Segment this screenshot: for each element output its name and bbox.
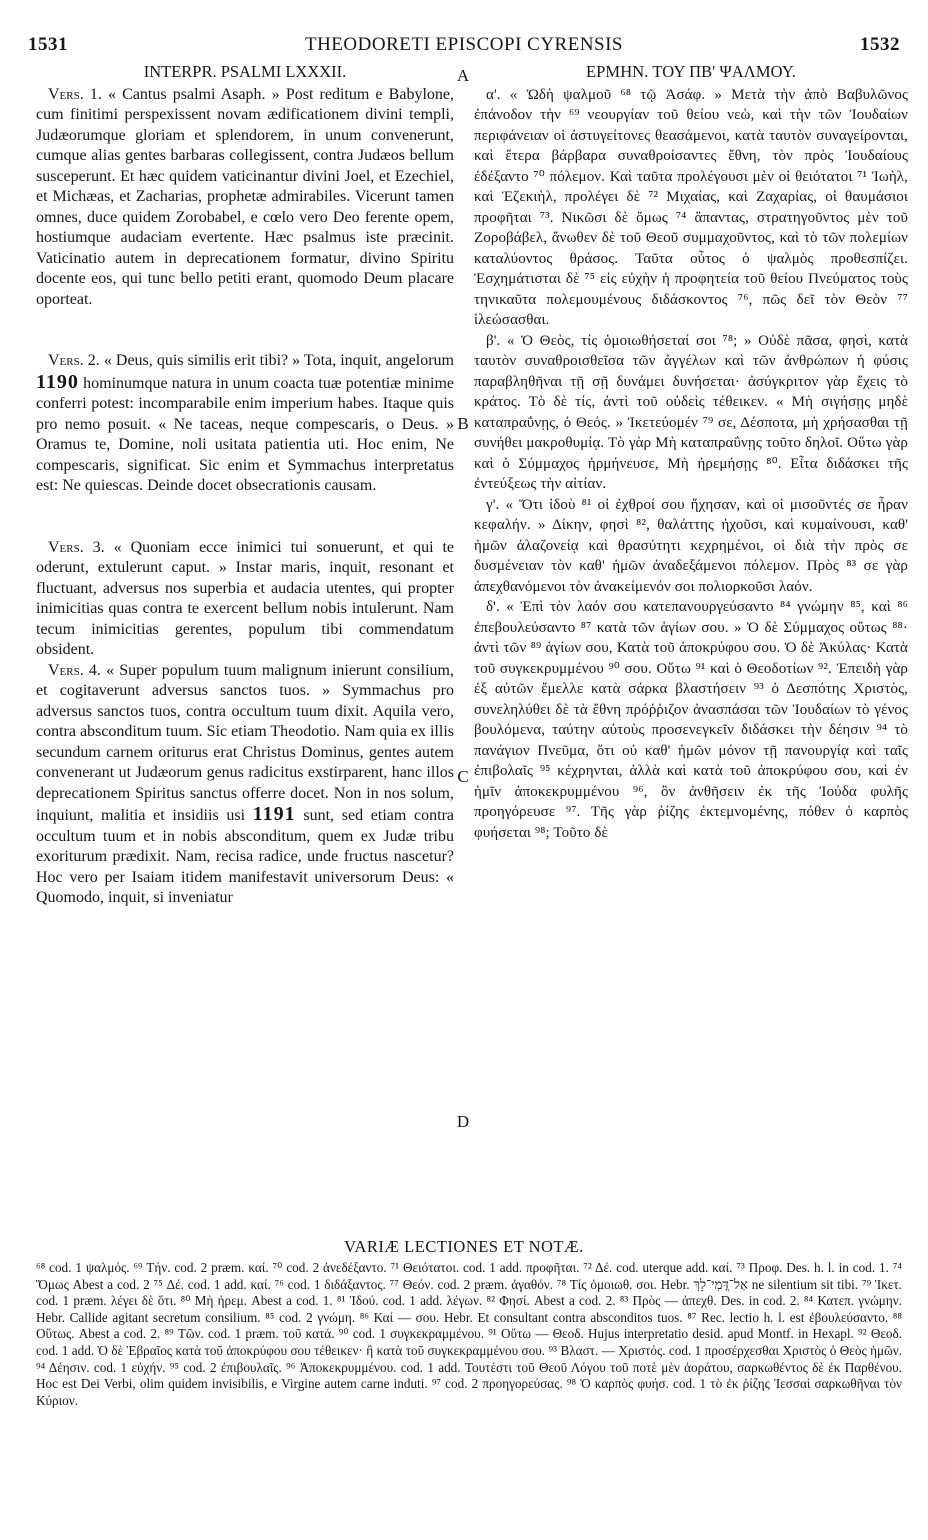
page-number-left: 1531 bbox=[28, 34, 68, 55]
page-number-right: 1532 bbox=[860, 34, 900, 55]
greek-verse-2: β'. « Ὁ Θεὸς, τίς ὁμοιωθήσεταί σοι ⁷⁸; » Οὐδὲ πᾶσα, φησὶ, κατὰ ταυτὸν συναθροισθεῖσα τῶν ἀγγέλων καὶ τῶν ἀνθρώπων ἡ φύσις παραβληθῆναι τῇ σῇ δυνάμει δυνήσεται· ἀσύγκριτον γὰρ ἔχεις τὸ κράτος. Τὸ δὲ τίς, ἀντὶ τοῦ οὐδεὶς τέθεικεν. « Μὴ σιγήσῃς μηδὲ καταπραΰνῃς, ὁ Θεός. » Ἱκετεύομέν ⁷⁹ σε, Δέσποτα, μὴ χρήσασθαι τῇ συνήθει μακροθυμίᾳ. Τὸ γὰρ Μὴ καταπραΰνῃς τοῦτο δηλοῖ. Οὕτω γὰρ καὶ ὁ Σύμμαχος ἡρμήνευσε, Μὴ ἠρεμήσῃς ⁸⁰. Εἶτα διδάσκει τῆς ἐντεύξεως τὴν αἰτίαν. bbox=[474, 332, 908, 492]
greek-column bbox=[474, 62, 908, 1232]
verse-label: Vers. 4. bbox=[48, 661, 101, 679]
verse-label: Vers. 3. bbox=[48, 538, 105, 556]
verse-text-cont: sunt, sed etiam contra occultum tuum et in nobis absconditum, quem ex Judæ tribu exoriturum prædixit. Nam, recisa radice, unde fructus nascetur? Hoc vero per Isaiam itidem manifestavit universorum Deus: « Quomodo, inquit, si inveniatur bbox=[36, 807, 454, 906]
verse-label: Vers. 1. bbox=[48, 85, 102, 103]
margin-letter-b: B bbox=[457, 414, 469, 433]
latin-verse-2 bbox=[36, 351, 454, 497]
notes-title: VARIÆ LECTIONES ET NOTÆ. bbox=[344, 1237, 584, 1256]
running-head bbox=[28, 34, 900, 60]
greek-column-heading: ΕΡΜΗΝ. ΤΟΥ ΠΒ' ΨΑΛΜΟΥ. bbox=[585, 62, 797, 81]
verse-text: « Cantus psalmi Asaph. » Post reditum e Babylone, cum finitimi perspexissent novam ædificationem divini templi, Judæorumque gloriam et splendorem, in unum convenerunt, cumque alias gentes barbaras collegissent, contra Judæos bellum susceperunt. Et hæc quidem vaticinantur divini Joel, et Ezechiel, et Michæas, et Zacharias, prophetæ admirabiles. Vicerunt tamen omnes, duce quidem Zorobabel, e cœlo vero Deo ferente opem, hostiumque audaciam evertente. Hæc psalmus iste præcinit. Vaticinatio autem in deprecationem formatur, divino Spiritu docente eos, qui tunc bello petiti erant, quomodo Deum placare oporteat. bbox=[36, 85, 454, 308]
margin-letter-c: C bbox=[457, 767, 469, 786]
notes-text: ⁶⁸ cod. 1 ψαλμός. ⁶⁹ Τήν. cod. 2 præm. καί. ⁷⁰ cod. 2 ἀνεδέξαντο. ⁷¹ Θειότατοι. cod. 1 add. προφῆται. ⁷² Δέ. cod. uterque add. καί. ⁷³ Προφ. Des. h. l. in cod. 1. ⁷⁴ Ὅμως Abest a cod. 2 ⁷⁵ Δέ. cod. 1 add. καί. ⁷⁶ cod. 1 διδάξαντος. ⁷⁷ Θεόν. cod. 2 præm. ἀγαθόν. ⁷⁸ Τίς ὁμοιωθ. σοι. Hebr. אַל־דֳּמִי־לָךְ ne silentium sit tibi. ⁷⁹ Ἱκετ. cod. 1 præm. λέγει δὲ ὅτι. ⁸⁰ Μὴ ἠρεμ. Abest a cod. 1. ⁸¹ Ἰδού. cod. 1 add. λέγων. ⁸² Φησί. Abest a cod. 2. ⁸³ Πρὸς — ἀπεχθ. Des. in cod. 2. ⁸⁴ Κατεπ. γνώμην. Hebr. Callide agitant secretum consilium. ⁸⁵ cod. 2 γνώμη. ⁸⁶ Καί — σου. Hebr. Et consultant contra absconditos tuos. ⁸⁷ Rec. lectio h. l. est ἐβουλεύσαντο. ⁸⁸ Οὕτως. Abest a cod. 2. ⁸⁹ Τῶν. cod. 1 præm. τοῦ κατά. ⁹⁰ cod. 1 συγκεκραμμένου. ⁹¹ Οὕτω — Θεοδ. Hujus interpretatio desid. apud Montf. in Hexapl. ⁹² Θεοδ. cod. 1 add. Ὁ δὲ Ἑβραῖος κατὰ τοῦ ἀποκρύφου σου τέθεικεν· ἢ κατὰ τοῦ συγκεκραμμένου σου. ⁹³ Βλαστ. — Χριστός. cod. 1 προσέρχεσθαι Χριστὸς ὁ Θεὸς ἡμῶν. ⁹⁴ Δέησιν. cod. 1 εὐχήν. ⁹⁵ cod. 2 ἐπιβουλαῖς. ⁹⁶ Ἀποκεκρυμμένου. cod. 1 add. Τουτέστι τοῦ Θεοῦ Λόγου τοῦ ποτὲ μὲν ἀοράτου, σαρκωθέντος δὲ ἐκ Παρθένου. Hoc est Dei Verbi, olim quidem invisibilis, e Virgine autem carne induti. ⁹⁷ cod. 2 προηγορεύσας. ⁹⁸ Ὁ καρπὸς φυήσ. cod. 1 τὸ ἐκ ῥίζης Ἰεσσαὶ σαρκωθῆναι τὸν Κύριον. bbox=[36, 1260, 902, 1408]
margin-letter-a: A bbox=[456, 66, 470, 85]
margin-letter-d: D bbox=[456, 1112, 470, 1131]
latin-verse-1 bbox=[36, 85, 454, 311]
verse-label: Vers. 2. bbox=[48, 352, 100, 369]
column-number: 1191 bbox=[252, 803, 296, 825]
verse-text-cont: hominumque natura in unum coacta tuæ potentiæ minime conferri potest: incomparabile enim imperium habes. Itaque quis pro nemo posuit. « Ne taceas, neque compescaris, o Deus. » Oramus te, Domine, noli usitata patientia uti. Hoc enim, Ne compescaris, significat. Sic enim et Symmachus interpretatus est: Ne quiescas. Deinde docet obsecrationis causam. bbox=[36, 374, 454, 494]
greek-verse-1: α'. « Ὠδὴ ψαλμοῦ ⁶⁸ τῷ Ἀσάφ. » Μετὰ τὴν ἀπὸ Βαβυλῶνος ἐπάνοδον τὴν ⁶⁹ νεουργίαν τοῦ θείου νεὼ, καὶ τὴν τῶν Ἰουδαίων περιφάνειαν οἱ ἀστυγείτονες θεασάμενοι, κατὰ ταυτὸν συναγείρονται, καὶ ἕτερα βάρβαρα συναθροίσαντες ἔθνη, τὸν πρὸς Ἰουδαίους ἐδέξαντο ⁷⁰ πόλεμον. Καὶ ταῦτα προλέγουσι μὲν οἱ θειότατοι ⁷¹ Ἰωὴλ, καὶ Ἐζεκιὴλ, προλέγει δὲ ⁷² Μιχαίας, καὶ Ζαχαρίας, οἱ θαυμάσιοι προφῆται ⁷³. Νικῶσι δὲ ὅμως ⁷⁴ ἅπαντας, στρατηγοῦντος μὲν τοῦ Ζοροβάβελ, ἄνωθεν δὲ τοῦ Θεοῦ συμμαχοῦντος, καὶ τὸ τῶν πολεμίων καταλύοντος θράσος. Ταῦτα οὗτος ὁ ψαλμὸς προθεσπίζει. Ἐσχημάτισται δὲ ⁷⁵ εἰς εὐχὴν ἡ προφητεία τοῦ θείου Πνεύματος τοὺς τηνικαῦτα πολεμουμένους διδάσκοντος ⁷⁶, πῶς δεῖ τὸν Θεὸν ⁷⁷ ἱλεώσασθαι. bbox=[474, 86, 908, 328]
latin-verse-4 bbox=[36, 661, 454, 909]
verse-text: « Quoniam ecce inimici tui sonuerunt, et qui te oderunt, extulerunt caput. » Instar maris, inquit, resonant et fluctuant, adversus nos superbia et audacia utentes, qui propter inimicitias quas contra te exercent bellum nobis intulerunt. Nam tecum inimicitias gerentes, populum tibi commendatum obsident. bbox=[36, 538, 454, 658]
greek-verse-4: δ'. « Ἐπὶ τὸν λαόν σου κατεπανουργεύσαντο ⁸⁴ γνώμην ⁸⁵, καὶ ⁸⁶ ἐπεβουλεύσαντο ⁸⁷ κατὰ τῶν ἁγίων σου. » Ὁ δὲ Σύμμαχος οὕτως ⁸⁸· ἀντὶ τῶν ⁸⁹ ἁγίων σου, Κατὰ τοῦ ἀποκρύφου σου. Ὁ δὲ Ἀκύλας· Κατὰ τοῦ συγκεκρυμμένου ⁹⁰ σου. Οὕτω ⁹¹ καὶ ὁ Θεοδοτίων ⁹². Ἐπειδὴ γὰρ ἐξ αὐτῶν ἔμελλε κατὰ σάρκα βλαστήσειν ⁹³ ὁ Δεσπότης Χριστὸς, συνεληλύθει δὲ τὰ ἔθνη πρόῤῥιζον ἀνασπάσαι τῶν Ἰουδαίων τὸ γένος βουλόμενα, ταύτην αὐτοὺς προσενεγκεῖν διδάσκει τὴν δέησιν ⁹⁴ τὸ πανάγιον Πνεῦμα, ὅτι οὐ καθ' ἡμῶν μόνον τῇ πανουργίᾳ καὶ ταῖς ἐπιβολαῖς ⁹⁵ κέχρηνται, ἀλλὰ καὶ κατὰ τοῦ ἀποκρύφου σου, καὶ ἐν ἡμῖν ἀποκεκρυμμένου ⁹⁶, ὃν ἀνθῆσειν ἐκ τῆς Ἰούδα φυλῆς προηγόρευσε ⁹⁷. Τῆς γὰρ ῥίζης ἐκτεμνομένης, πόθεν ὁ καρπὸς φυήσεται ⁹⁸; Τοῦτο δὲ bbox=[474, 599, 908, 841]
verse-text: « Super populum tuum malignum inierunt consilium, et cogitaverunt adversus sanctos tuos. » Symmachus pro adversus sanctos tuos, contra occultum tuum dixit. Aquila vero, contra absconditum tuum. Sic etiam Theodotio. Nam quia ex illis secundum carnem oriturus erat Christus Dominus, gentes autem convenerant ut Judæorum genus radicitus exstirparent, hanc illos deprecationem Spiritus sanctus offerre docet. Non in nos solum, inquiunt, malitia et insidiis usi bbox=[36, 661, 454, 824]
latin-column-heading: INTERPR. PSALMI LXXXII. bbox=[143, 62, 347, 81]
running-title: THEODORETI EPISCOPI CYRENSIS bbox=[304, 34, 624, 55]
latin-column bbox=[36, 62, 454, 1232]
latin-verse-3 bbox=[36, 538, 454, 661]
greek-verse-3: γ'. « Ὅτι ἰδοὺ ⁸¹ οἱ ἐχθροί σου ἤχησαν, καὶ οἱ μισοῦντές σε ἦραν κεφαλήν. » Δίκην, φησὶ ⁸², θαλάττης ἠχοῦσι, καὶ κυμαίνουσι, καθ' ἡμῶν ἀλαζονείᾳ καὶ θρασύτητι κεχρημένοι, οἱ διὰ τὴν πρὸς σε δυσμένειαν τὸν καθ' ἡμῶν ἀναδεξάμενοι πόλεμον. Πρὸς ⁸³ σε γὰρ ἀπεχθανόμενοι τὸν ἀνακείμενόν σοι πολιορκοῦσι λαόν. bbox=[474, 496, 908, 595]
column-number: 1190 bbox=[36, 370, 79, 393]
verse-text: « Deus, quis similis erit tibi? » Tota, inquit, angelorum bbox=[99, 352, 454, 369]
variant-notes bbox=[36, 1260, 902, 1528]
